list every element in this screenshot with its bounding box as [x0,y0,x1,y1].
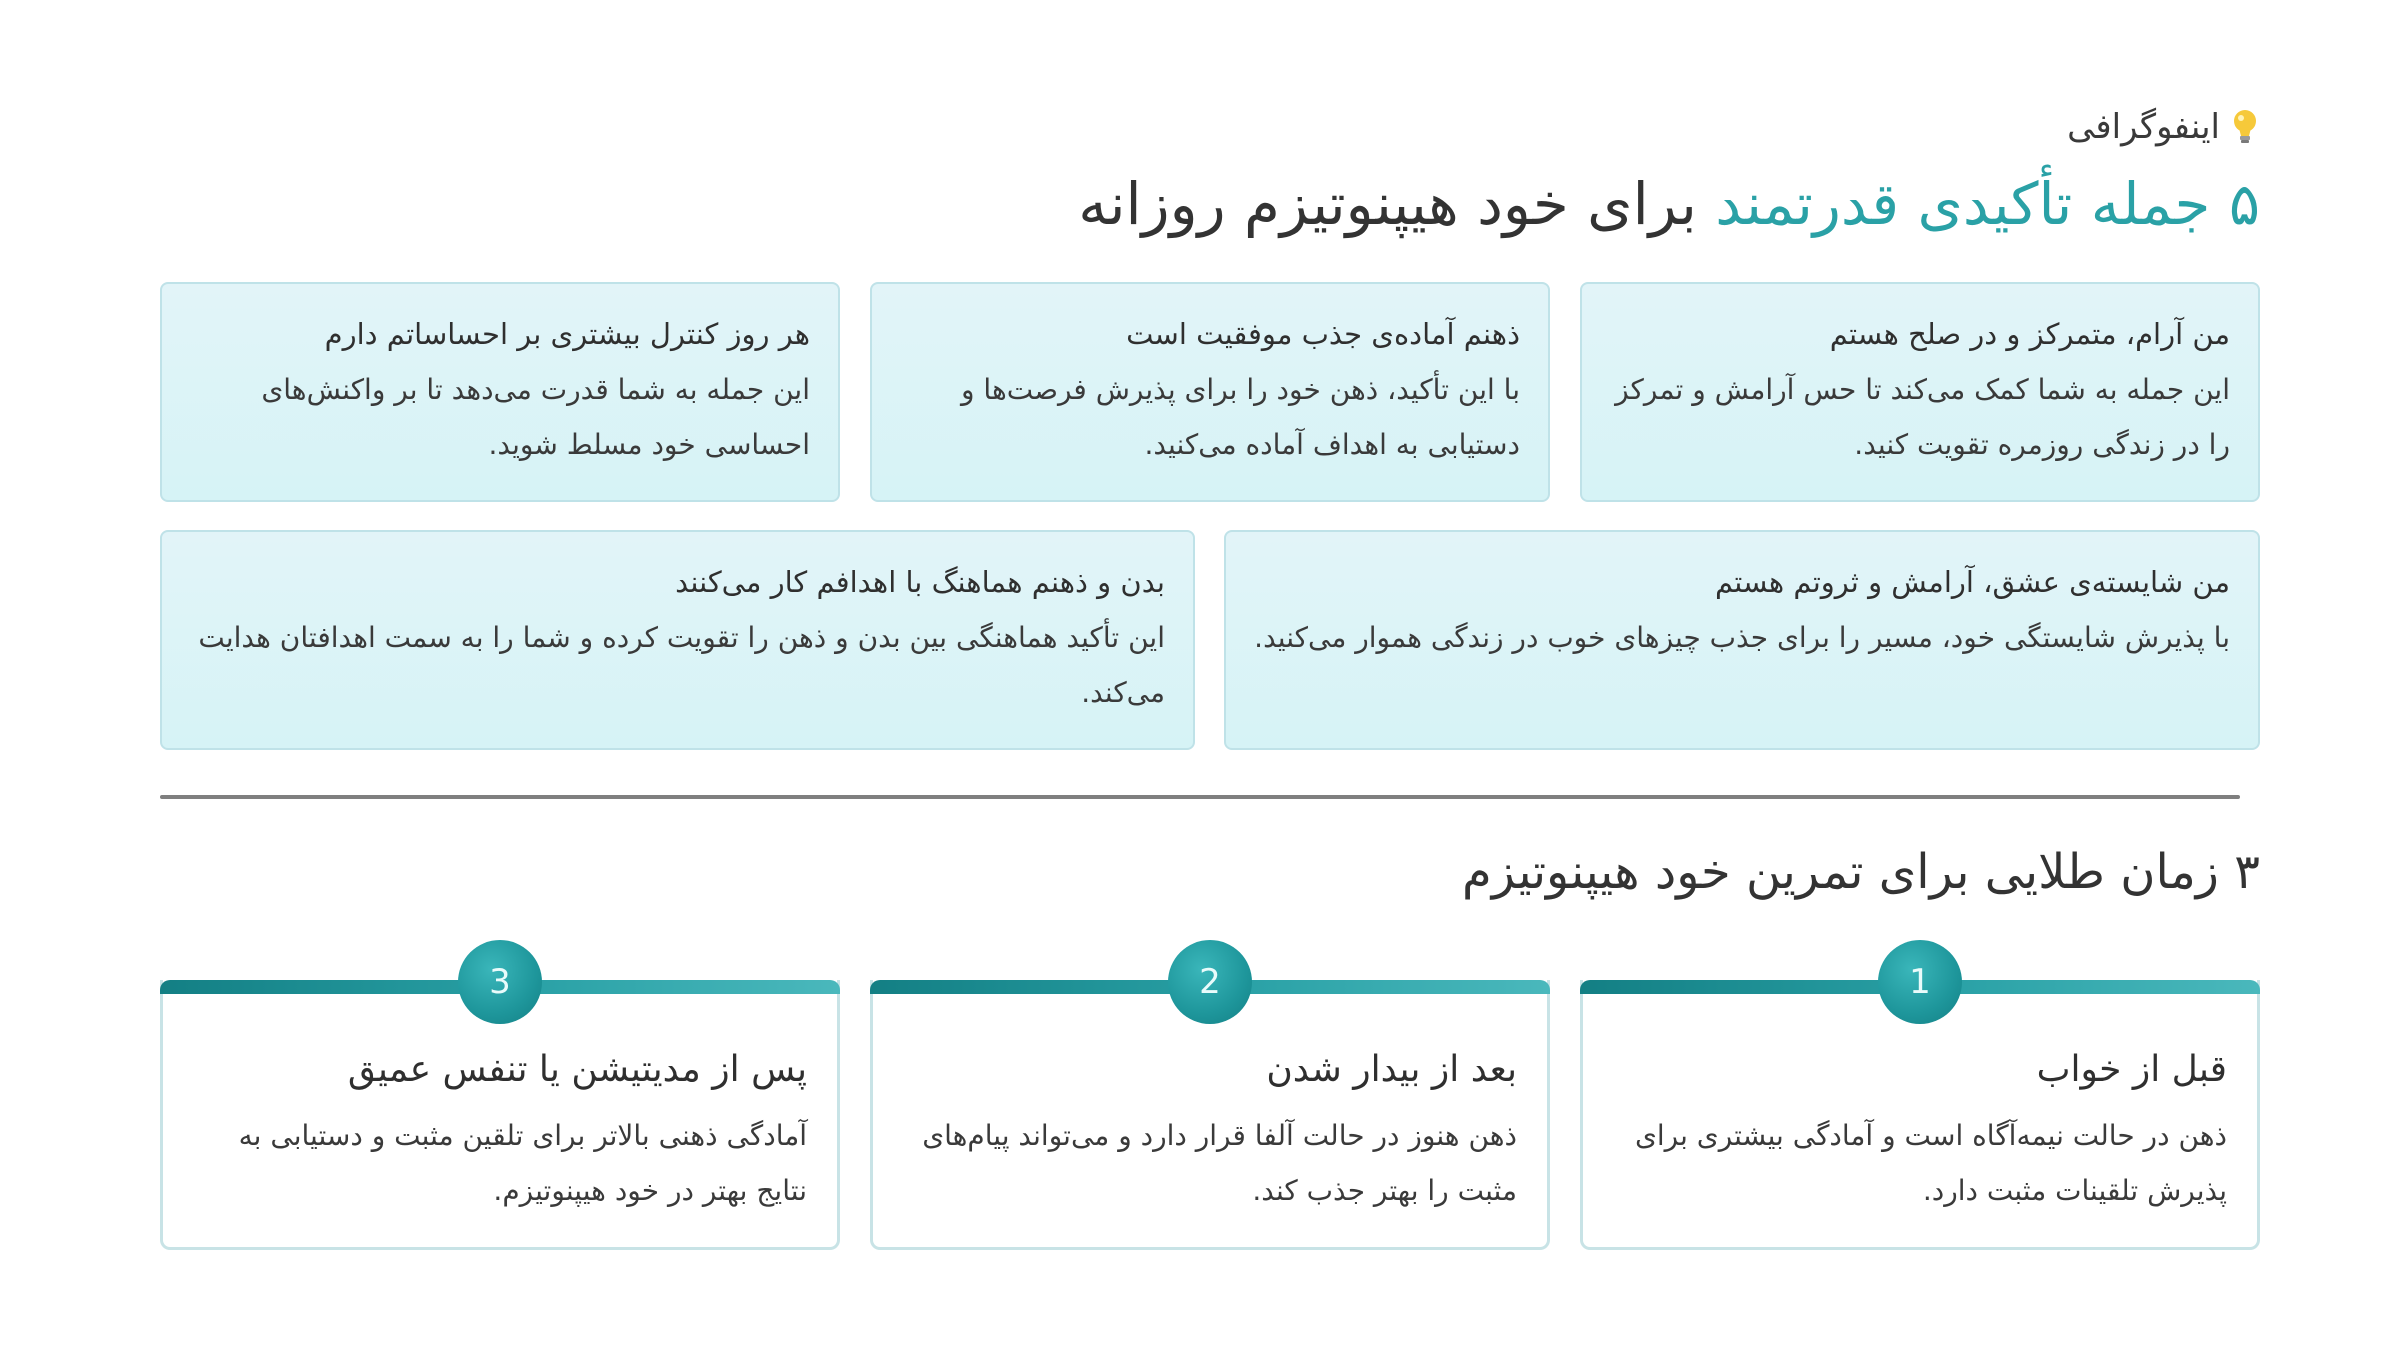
affirmation-desc: با این تأکید، ذهن خود را برای پذیرش فرصت‌ها و دستیابی به اهداف آماده می‌کنید. [960,373,1520,461]
affirmation-desc: با پذیرش شایستگی خود، مسیر را برای جذب چیزهای خوب در زندگی هموار می‌کنید. [1254,621,2230,654]
step-title: قبل از خواب [2036,1049,2227,1090]
step-title: پس از مدیتیشن یا تنفس عمیق [347,1049,807,1090]
time-step-card [1580,962,2260,1250]
affirmation-desc: این جمله به شما قدرت می‌دهد تا بر واکنش‌های احساسی خود مسلط شوید. [261,373,810,461]
step-number-badge: 1 [1878,940,1962,1024]
affirmation-card [160,282,840,502]
affirmation-title: من آرام، متمرکز و در صلح هستم [1829,317,2230,351]
affirmation-card [1224,530,2260,750]
affirmation-desc: این جمله به شما کمک می‌کند تا حس آرامش و تمرکز را در زندگی روزمره تقویت کنید. [1615,373,2230,461]
eyebrow-label: اینفوگرافی [2067,107,2220,147]
step-number-badge: 3 [458,940,542,1024]
affirmation-title: من شایسته‌ی عشق، آرامش و ثروتم هستم [1714,565,2230,599]
step-desc: ذهن در حالت نیمه‌آگاه است و آمادگی بیشتری برای پذیرش تلقینات مثبت دارد. [1634,1119,2227,1207]
step-desc: ذهن هنوز در حالت آلفا قرار دارد و می‌تواند پیام‌های مثبت را بهتر جذب کند. [922,1119,1517,1207]
time-step-card [870,962,1550,1250]
step-title: بعد از بیدار شدن [1266,1049,1517,1090]
affirmation-card [160,530,1195,750]
affirmation-title: ذهنم آماده‌ی جذب موفقیت است [1126,317,1520,351]
time-step-card [160,962,840,1250]
affirmation-desc: این تأکید هماهنگی بین بدن و ذهن را تقویت کرده و شما را به سمت اهدافتان هدایت می‌کند. [198,621,1165,709]
section-divider [160,795,2240,799]
section-title: ۳ زمان طلایی برای تمرین خود هیپنوتیزم [1462,844,2260,900]
affirmation-title: بدن و ذهنم هماهنگ با اهدافم کار می‌کنند [675,565,1165,599]
page-title-rest: برای خود هیپنوتیزم روزانه [1078,170,1716,238]
eyebrow [160,100,2260,154]
affirmation-title: هر روز کنترل بیشتری بر احساساتم دارم [324,317,810,351]
page-title-accent: ۵ جمله تأکیدی قدرتمند [1715,170,2260,238]
affirmation-card [1580,282,2260,502]
step-desc: آمادگی ذهنی بالاتر برای تلقین مثبت و دستیابی به نتایج بهتر در خود هیپنوتیزم. [238,1119,807,1207]
affirmation-card [870,282,1550,502]
page-title [160,162,2260,246]
step-number-badge: 2 [1168,940,1252,1024]
header [160,100,2260,246]
light-bulb-icon [2230,108,2260,146]
